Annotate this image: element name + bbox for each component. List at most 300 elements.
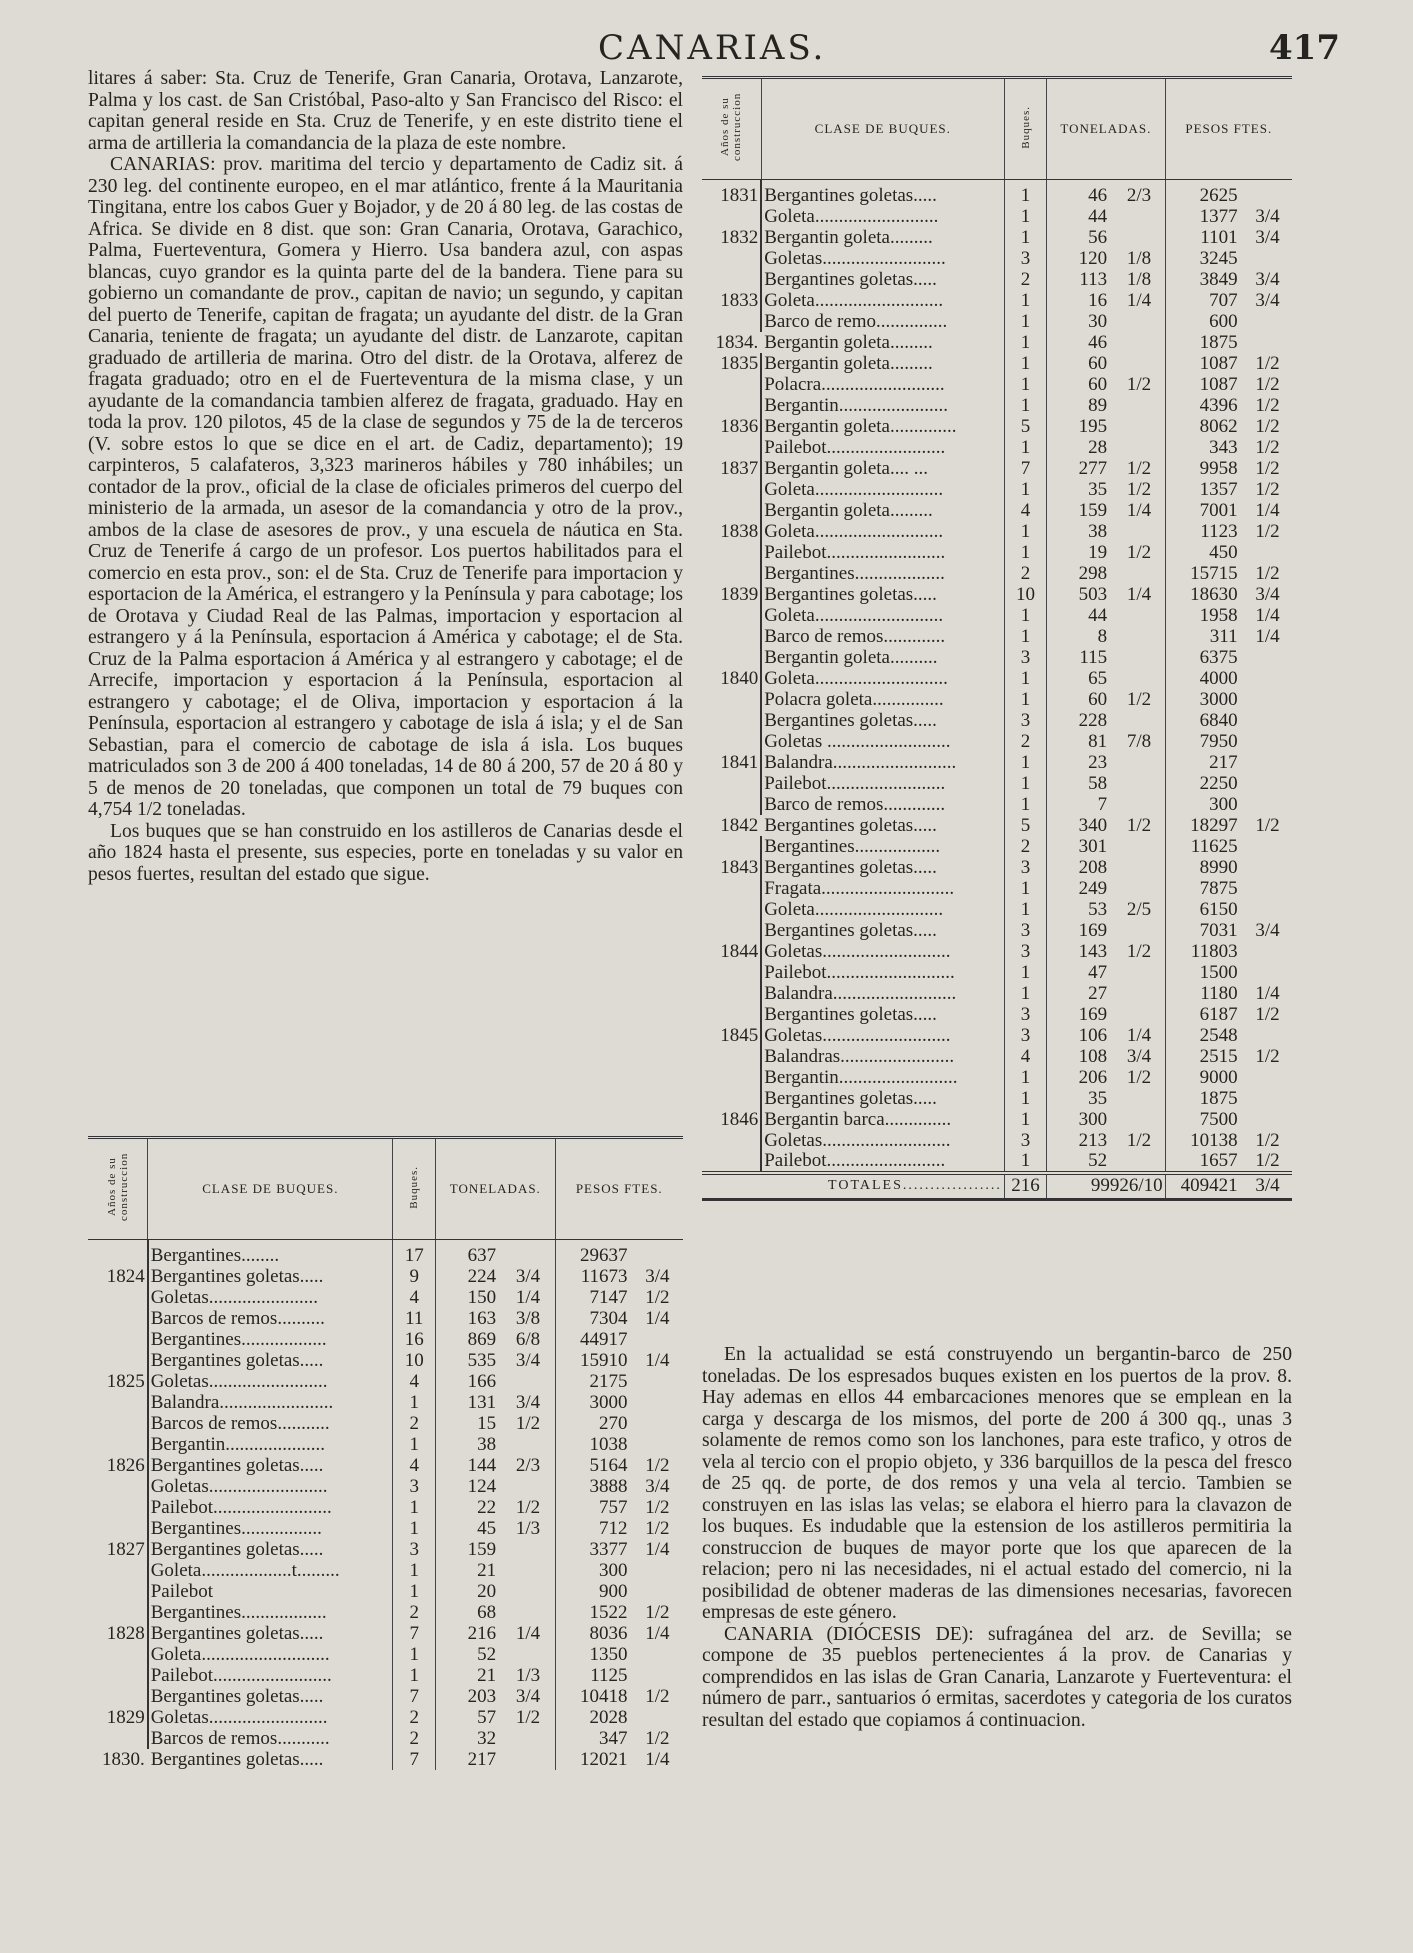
buques-cell: 1: [1004, 689, 1046, 710]
toneladas-cell: 298: [1047, 563, 1165, 584]
pesos-cell: 300: [599, 1559, 628, 1581]
buques-cell: 11: [393, 1308, 436, 1329]
pesos-cell: 4000: [1199, 667, 1238, 689]
table-row: [702, 584, 1292, 605]
clase-cell: Goletas.........................: [148, 1707, 393, 1728]
toneladas-cell: 56: [1047, 227, 1165, 248]
year-cell: [702, 983, 761, 1004]
pesos-cell: 2548: [1199, 1024, 1238, 1046]
pesos-cell: 8036 1/4: [589, 1622, 670, 1644]
year-cell: [88, 1686, 148, 1707]
toneladas-cell: 8: [1047, 626, 1165, 647]
pesos-cell: 3000: [589, 1391, 628, 1413]
clase-cell: Fragata............................: [761, 878, 1004, 899]
clase-cell: Pailebot...........................: [761, 962, 1004, 983]
buques-cell: 1: [1004, 180, 1046, 207]
prose-paragraph: CANARIA (DIÓCESIS DE): sufragánea del arz. de Sevilla; se compone de 35 pueblos pertenecientes á la prov. de Canarias y comprendidos en las islas de Gran Canaria, Lanzarote y Fuerteventura: el número de parr., santuarios ó ermitas, sacerdotes y categoria de los curatos resultan del estado que copiamos á continuacion.: [702, 1623, 1292, 1731]
pesos-cell: 44917: [580, 1328, 628, 1350]
table-row: [702, 332, 1292, 353]
buques-cell: 1: [393, 1497, 436, 1518]
buques-cell: 1: [1004, 290, 1046, 311]
buques-cell: 3: [393, 1476, 436, 1497]
clase-cell: Barco de remos.............: [761, 794, 1004, 815]
year-cell: 1844: [720, 940, 759, 962]
table-row: [702, 500, 1292, 521]
prose-paragraph: Los buques que se han construido en los astilleros de Canarias desde el año 1824 hasta el presente, sus especies, porte en toneladas y su valor en pesos fuertes, resultan del estado que sigue.: [88, 820, 683, 885]
pesos-cell: 7875: [1199, 877, 1238, 899]
table-row: [88, 1497, 683, 1518]
clase-cell: Goletas.........................: [148, 1476, 393, 1497]
pesos-cell: 11803: [1190, 940, 1238, 962]
buques-cell: 1: [1004, 1151, 1046, 1173]
clase-cell: Goleta...........................: [761, 290, 1004, 311]
buques-cell: 1: [393, 1392, 436, 1413]
pesos-cell: 450: [1209, 541, 1238, 563]
pesos-cell: 600: [1209, 310, 1238, 332]
year-cell: [88, 1350, 148, 1371]
pesos-cell: 343 1/2: [1209, 436, 1280, 458]
year-cell: [702, 437, 761, 458]
clase-cell: Goleta...........................: [761, 899, 1004, 920]
toneladas-cell: 217: [436, 1749, 555, 1770]
pesos-cell: 1657 1/2: [1199, 1150, 1280, 1171]
table-row: [88, 1644, 683, 1665]
pesos-cell: 9000: [1199, 1066, 1238, 1088]
buques-cell: 3: [1004, 1004, 1046, 1025]
table-row: [88, 1665, 683, 1686]
pesos-cell: 1377 3/4: [1199, 205, 1280, 227]
buques-cell: 1: [1004, 983, 1046, 1004]
clase-cell: Pailebot.........................: [761, 542, 1004, 563]
table-row: [702, 1046, 1292, 1067]
year-cell: [702, 1088, 761, 1109]
table-row: [88, 1560, 683, 1581]
table-row: [702, 962, 1292, 983]
year-cell: 1846: [720, 1108, 759, 1130]
clase-cell: Bergantin.......................: [761, 395, 1004, 416]
col-header-buques: Buques.: [393, 1138, 436, 1240]
clase-cell: Goletas.......................: [148, 1287, 393, 1308]
clase-cell: Goleta............................: [761, 668, 1004, 689]
buques-cell: 1: [1004, 332, 1046, 353]
year-cell: 1828: [106, 1622, 145, 1644]
toneladas-cell: 44: [1047, 605, 1165, 626]
pesos-cell: 1500: [1199, 961, 1238, 983]
clase-cell: Bergantines.................: [148, 1518, 393, 1539]
pesos-cell: 8062 1/2: [1199, 415, 1280, 437]
clase-cell: Bergantines goletas.....: [148, 1539, 393, 1560]
clase-cell: Balandra..........................: [761, 752, 1004, 773]
toneladas-cell: 150 1/4: [436, 1287, 555, 1308]
pesos-cell: 15910 1/4: [580, 1349, 670, 1371]
toneladas-cell: 65: [1047, 668, 1165, 689]
buques-cell: 2: [1004, 269, 1046, 290]
toneladas-cell: 503 1/4: [1047, 584, 1165, 605]
year-cell: [88, 1665, 148, 1686]
buques-cell: 7: [393, 1686, 436, 1707]
clase-cell: Goletas..........................: [761, 248, 1004, 269]
col-header-year: Años de su construccion: [88, 1138, 148, 1240]
year-cell: [702, 563, 761, 584]
clase-cell: Bergantin.....................: [148, 1434, 393, 1455]
totals-buques: 216: [1004, 1173, 1046, 1199]
pesos-cell: 8990: [1199, 856, 1238, 878]
table-row: [702, 374, 1292, 395]
pesos-cell: 7950: [1199, 730, 1238, 752]
table-row: [88, 1728, 683, 1749]
clase-cell: Bergantines goletas.....: [761, 920, 1004, 941]
clase-cell: Pailebot.........................: [761, 773, 1004, 794]
toneladas-cell: 35 1/2: [1047, 479, 1165, 500]
table-row: [88, 1686, 683, 1707]
clase-cell: Bergantines goletas.....: [150, 1748, 324, 1770]
pesos-cell: 12021 1/4: [580, 1748, 670, 1770]
table-row: [88, 1266, 683, 1287]
col-header-toneladas: TONELADAS.: [1047, 78, 1165, 180]
toneladas-cell: 68: [436, 1602, 555, 1623]
pesos-cell: 3000: [1199, 688, 1238, 710]
year-cell: [88, 1602, 148, 1623]
toneladas-cell: 38: [1047, 521, 1165, 542]
buques-cell: 4: [393, 1455, 436, 1476]
clase-cell: Goletas...........................: [761, 941, 1004, 962]
year-cell: [702, 794, 761, 815]
table-row: [702, 941, 1292, 962]
right-prose: [702, 1344, 1292, 1731]
buques-cell: 1: [1004, 1109, 1046, 1130]
year-cell: 1838: [720, 520, 759, 542]
year-cell: 1830.: [101, 1748, 145, 1770]
pesos-cell: 2175: [589, 1370, 628, 1392]
table-row: [702, 626, 1292, 647]
buques-cell: 3: [1004, 941, 1046, 962]
year-cell: [88, 1728, 148, 1749]
year-cell: [88, 1240, 148, 1267]
year-cell: 1845: [720, 1024, 759, 1046]
buques-cell: 1: [1004, 437, 1046, 458]
year-cell: 1826: [106, 1454, 145, 1476]
buques-cell: 7: [1004, 458, 1046, 479]
toneladas-cell: 143 1/2: [1047, 941, 1165, 962]
table-row: [702, 1004, 1292, 1025]
table-row: [702, 353, 1292, 374]
buques-cell: 5: [1004, 416, 1046, 437]
toneladas-cell: 15 1/2: [436, 1413, 555, 1434]
year-cell: [702, 1046, 761, 1067]
clase-cell: Barco de remos.............: [761, 626, 1004, 647]
clase-cell: Barcos de remos...........: [148, 1728, 393, 1749]
buques-cell: 3: [1004, 857, 1046, 878]
buques-cell: 1: [393, 1665, 436, 1686]
table-row: [88, 1308, 683, 1329]
clase-cell: Pailebot.........................: [761, 1151, 1004, 1173]
pesos-cell: 10138 1/2: [1190, 1129, 1280, 1151]
year-cell: [88, 1644, 148, 1665]
clase-cell: Bergantin goleta.........: [761, 353, 1004, 374]
table-row: [88, 1371, 683, 1392]
buques-cell: 16: [393, 1329, 436, 1350]
clase-cell: Bergantin goleta.........: [761, 500, 1004, 521]
clase-cell: Pailebot.........................: [148, 1665, 393, 1686]
year-cell: 1834.: [715, 331, 759, 353]
table-row: [88, 1518, 683, 1539]
year-cell: [702, 395, 761, 416]
buques-cell: 7: [393, 1623, 436, 1644]
table-row: [702, 794, 1292, 815]
pesos-cell: 1087 1/2: [1199, 352, 1280, 374]
toneladas-cell: 159 1/4: [1047, 500, 1165, 521]
year-cell: [702, 710, 761, 731]
buques-cell: 1: [1004, 542, 1046, 563]
table-row: [702, 206, 1292, 227]
year-cell: 1829: [106, 1706, 145, 1728]
year-cell: [88, 1329, 148, 1350]
clase-cell: Pailebot.........................: [761, 437, 1004, 458]
year-cell: 1842: [720, 814, 759, 836]
buques-cell: 10: [1004, 584, 1046, 605]
pesos-cell: 6840: [1199, 709, 1238, 731]
totals-pesos-frac: 3/4: [1255, 1175, 1280, 1197]
buques-cell: 10: [393, 1350, 436, 1371]
clase-cell: Bergantines goletas.....: [761, 269, 1004, 290]
toneladas-cell: 53 2/5: [1047, 899, 1165, 920]
pesos-cell: 4396 1/2: [1199, 394, 1280, 416]
table-row: [702, 605, 1292, 626]
year-cell: [88, 1434, 148, 1455]
toneladas-cell: 301: [1047, 836, 1165, 857]
buques-cell: 1: [1004, 605, 1046, 626]
table-row: [702, 395, 1292, 416]
year-cell: [702, 500, 761, 521]
table-row: [88, 1413, 683, 1434]
table-row: [702, 983, 1292, 1004]
buques-cell: 1: [1004, 626, 1046, 647]
toneladas-cell: 106 1/4: [1047, 1025, 1165, 1046]
toneladas-cell: 23: [1047, 752, 1165, 773]
clase-cell: Bergantines..................: [148, 1602, 393, 1623]
table-row: [702, 479, 1292, 500]
toneladas-cell: 228: [1047, 710, 1165, 731]
pesos-cell: 3888 3/4: [589, 1475, 670, 1497]
year-cell: [702, 920, 761, 941]
buques-cell: 1: [1004, 878, 1046, 899]
pesos-cell: 270: [599, 1412, 628, 1434]
toneladas-cell: 208: [1047, 857, 1165, 878]
table-row: [702, 180, 1292, 207]
toneladas-cell: 32: [436, 1728, 555, 1749]
buques-cell: 1: [1004, 311, 1046, 332]
pesos-cell: 707 3/4: [1209, 289, 1280, 311]
pesos-cell: 3377 1/4: [589, 1538, 670, 1560]
buques-cell: 9: [393, 1266, 436, 1287]
buques-cell: 1: [393, 1560, 436, 1581]
buques-cell: 1: [1004, 353, 1046, 374]
buques-cell: 2: [393, 1413, 436, 1434]
toneladas-cell: 108 3/4: [1047, 1046, 1165, 1067]
year-cell: 1835: [720, 352, 759, 374]
buques-cell: 1: [1004, 1088, 1046, 1109]
page-number: 417: [1269, 28, 1340, 68]
table-row: [702, 773, 1292, 794]
table-row: [702, 731, 1292, 752]
clase-cell: Bergantin goleta.........: [764, 331, 933, 353]
pesos-cell: 9958 1/2: [1199, 457, 1280, 479]
col-header-buques: Buques.: [1004, 78, 1046, 180]
pesos-cell: 2515 1/2: [1199, 1045, 1280, 1067]
table-row: [702, 1130, 1292, 1151]
col-header-clase: CLASE DE BUQUES.: [148, 1138, 393, 1240]
pesos-cell: 1123 1/2: [1200, 520, 1280, 542]
pesos-cell: 3245: [1199, 247, 1238, 269]
year-cell: [702, 878, 761, 899]
clase-cell: Goletas ..........................: [761, 731, 1004, 752]
year-cell: 1825: [106, 1370, 145, 1392]
toneladas-cell: 206 1/2: [1047, 1067, 1165, 1088]
toneladas-cell: 30: [1047, 311, 1165, 332]
pesos-cell: 1038: [589, 1433, 628, 1455]
year-cell: [702, 1130, 761, 1151]
pesos-cell: 300: [1209, 793, 1238, 815]
table-row: [88, 1602, 683, 1623]
toneladas-cell: 60 1/2: [1047, 689, 1165, 710]
pesos-cell: 7031 3/4: [1199, 919, 1280, 941]
clase-cell: Bergantines goletas.....: [148, 1686, 393, 1707]
clase-cell: Bergantin.........................: [761, 1067, 1004, 1088]
pesos-cell: 1180 1/4: [1200, 982, 1280, 1004]
year-cell: [702, 773, 761, 794]
clase-cell: Barcos de remos..........: [148, 1308, 393, 1329]
table-row: [702, 668, 1292, 689]
clase-cell: Polacra..........................: [761, 374, 1004, 395]
buques-cell: 3: [1004, 647, 1046, 668]
buques-cell: 1: [1004, 899, 1046, 920]
year-cell: 1841: [720, 751, 759, 773]
table-row: [702, 542, 1292, 563]
col-header-pesos: PESOS FTES.: [1165, 78, 1292, 180]
clase-cell: Barcos de remos...........: [148, 1413, 393, 1434]
ships-table-1831-1846: [702, 76, 1292, 1201]
clase-cell: Bergantin barca..............: [761, 1109, 1004, 1130]
table-row: [702, 710, 1292, 731]
buques-cell: 2: [1004, 731, 1046, 752]
clase-cell: Bergantines...................: [761, 563, 1004, 584]
pesos-cell: 217: [1209, 751, 1238, 773]
pesos-cell: 757 1/2: [599, 1496, 670, 1518]
prose-paragraph: litares á saber: Sta. Cruz de Tenerife, Gran Canaria, Orotava, Lanzarote, Palma y los cast. de San Cristóbal, Paso-alto y San Francisco del Risco: el capitan general reside en Sta. Cruz de Tenerife, y en este distrito tiene el arma de artilleria la comandancia de la plaza de este nombre.: [88, 68, 683, 154]
year-cell: 1837: [720, 457, 759, 479]
clase-cell: Balandras........................: [761, 1046, 1004, 1067]
clase-cell: Bergantines..................: [148, 1329, 393, 1350]
pesos-cell: 2028: [589, 1706, 628, 1728]
toneladas-cell: 869 6/8: [436, 1329, 555, 1350]
buques-cell: 1: [393, 1644, 436, 1665]
year-cell: [702, 1067, 761, 1088]
year-cell: [702, 605, 761, 626]
table-row: [702, 437, 1292, 458]
year-cell: [88, 1518, 148, 1539]
toneladas-cell: 60 1/2: [1047, 374, 1165, 395]
left-ships-table-wrap: [88, 1136, 683, 1770]
toneladas-cell: 115: [1047, 647, 1165, 668]
year-cell: [88, 1497, 148, 1518]
table-row: [88, 1749, 683, 1770]
toneladas-cell: 535 3/4: [436, 1350, 555, 1371]
buques-cell: 1: [393, 1434, 436, 1455]
clase-cell: Bergantines........: [148, 1240, 393, 1267]
toneladas-cell: 38: [436, 1434, 555, 1455]
buques-cell: 3: [1004, 710, 1046, 731]
year-cell: [702, 836, 761, 857]
clase-cell: Goletas...........................: [761, 1025, 1004, 1046]
table-row: [702, 752, 1292, 773]
clase-cell: Pailebot: [148, 1581, 393, 1602]
table-row: [702, 857, 1292, 878]
clase-cell: Balandra..........................: [761, 983, 1004, 1004]
pesos-cell: 2625: [1199, 185, 1238, 206]
pesos-cell: 1958 1/4: [1199, 604, 1280, 626]
pesos-cell: 1875: [1199, 331, 1238, 353]
table-row: [88, 1476, 683, 1497]
toneladas-cell: 52: [436, 1644, 555, 1665]
toneladas-cell: 27: [1047, 983, 1165, 1004]
toneladas-cell: 166: [436, 1371, 555, 1392]
buques-cell: 1: [1004, 206, 1046, 227]
buques-cell: 1: [1004, 752, 1046, 773]
prose-paragraph: CANARIAS: prov. maritima del tercio y departamento de Cadiz sit. á 230 leg. del continente europeo, en el mar atlántico, frente á la Mauritania Tingitana, entre los cabos Guer y Bojador, y de 20 á 80 leg. de las costas de Africa. Se divide en 8 dist. que son: Gran Canaria, Orotava, Garachico, Palma, Fuerteventura, Gomera y Hierro. Usa bandera azul, con aspas blancas, cuyo grandor es la quinta parte del de la bandera. Tiene para su gobierno un comandante de prov., capitan de navio; un segundo, y capitan del puerto de Tenerife, capitan de fragata; un ayudante del distr. de la Gran Canaria, teniente de fragata; un ayudante del distr. de Lanzarote, capitan graduado de artilleria de marina. Otro del distr. de la Orotava, alferez de fragata graduado; otro en el de Fuerteventura de la misma clase, y un ayudante de la comandancia tambien alferez de fragata, graduado. Hay en toda la prov. 120 pilotos, 45 de la clase de segundos y 75 de la de terceros (V. sobre estos lo que se dice en el art. de Cadiz, departamento); 19 carpinteros, 5 calafateros, 3,323 marineros hábiles y 780 inhábiles; un contador de la prov., oficial de la clase de oficiales primeros del cuerpo del ministerio de la armada, un asesor de la comandancia y otro de la prov., ambos de la clase de asesores de prov., y una escuela de náutica en Sta. Cruz de Tenerife á cargo de un profesor. Los puertos habilitados para el comercio en esta prov., son: el de Sta. Cruz de Tenerife para importacion y esportacion de la América, el estrangero y la Península y para cabotage; los de Orotava y Ciudad Real de las Palmas, importacion y esportacion al estrangero y á la Península, esportacion á América y cabotage; el de Sta. Cruz de la Palma esportacion á América y al estrangero y cabotage; el de Arrecife, importacion y esportacion á la Península, esportacion al estrangero y cabotage; el de Oliva, importacion y esportacion á la Península, esportacion al estrangero y cabotage de isla á isla; y el de San Sebastian, para el comercio de cabotage de isla á isla. Los buques matriculados son 3 de 200 á 400 toneladas, 14 de 80 á 200, 57 de 20 á 80 y 5 de menos de 20 toneladas, que componen un total de 79 buques con 4,754 1/2 toneladas.: [88, 154, 683, 820]
pesos-cell: 1522 1/2: [589, 1601, 670, 1623]
clase-cell: Bergantin goleta..........: [761, 647, 1004, 668]
year-cell: 1843: [720, 856, 759, 878]
pesos-cell: 1357 1/2: [1199, 478, 1280, 500]
table-row: [88, 1623, 683, 1644]
year-cell: [702, 626, 761, 647]
pesos-cell: 347 1/2: [599, 1727, 670, 1749]
year-cell: [702, 374, 761, 395]
year-cell: 1824: [106, 1265, 145, 1287]
toneladas-cell: 46: [1047, 332, 1165, 353]
clase-cell: Goleta..........................: [761, 206, 1004, 227]
clase-cell: Bergantines goletas.....: [761, 710, 1004, 731]
table-row: [702, 815, 1292, 836]
buques-cell: 1: [1004, 794, 1046, 815]
right-ships-table-wrap: [702, 76, 1292, 1201]
clase-cell: Bergantines goletas.....: [761, 584, 1004, 605]
toneladas-cell: 249: [1047, 878, 1165, 899]
clase-cell: Bergantin goleta.... ...: [761, 458, 1004, 479]
pesos-cell: 6150: [1199, 898, 1238, 920]
totals-pesos: 409421: [1180, 1175, 1238, 1197]
totals-row: [702, 1173, 1292, 1199]
buques-cell: 3: [1004, 1025, 1046, 1046]
pesos-cell: 6187 1/2: [1199, 1003, 1280, 1025]
year-cell: [702, 731, 761, 752]
pesos-cell: 29637: [580, 1245, 628, 1266]
toneladas-cell: 19 1/2: [1047, 542, 1165, 563]
toneladas-cell: 216 1/4: [436, 1623, 555, 1644]
toneladas-cell: 113 1/8: [1047, 269, 1165, 290]
table-row: [702, 1025, 1292, 1046]
year-cell: [702, 248, 761, 269]
clase-cell: Goleta...........................: [761, 521, 1004, 542]
toneladas-cell: 57 1/2: [436, 1707, 555, 1728]
toneladas-cell: 224 3/4: [436, 1266, 555, 1287]
toneladas-cell: 58: [1047, 773, 1165, 794]
year-cell: [702, 542, 761, 563]
table-row: [702, 920, 1292, 941]
pesos-cell: 311 1/4: [1209, 625, 1280, 647]
table-row: [702, 836, 1292, 857]
toneladas-cell: 169: [1047, 920, 1165, 941]
